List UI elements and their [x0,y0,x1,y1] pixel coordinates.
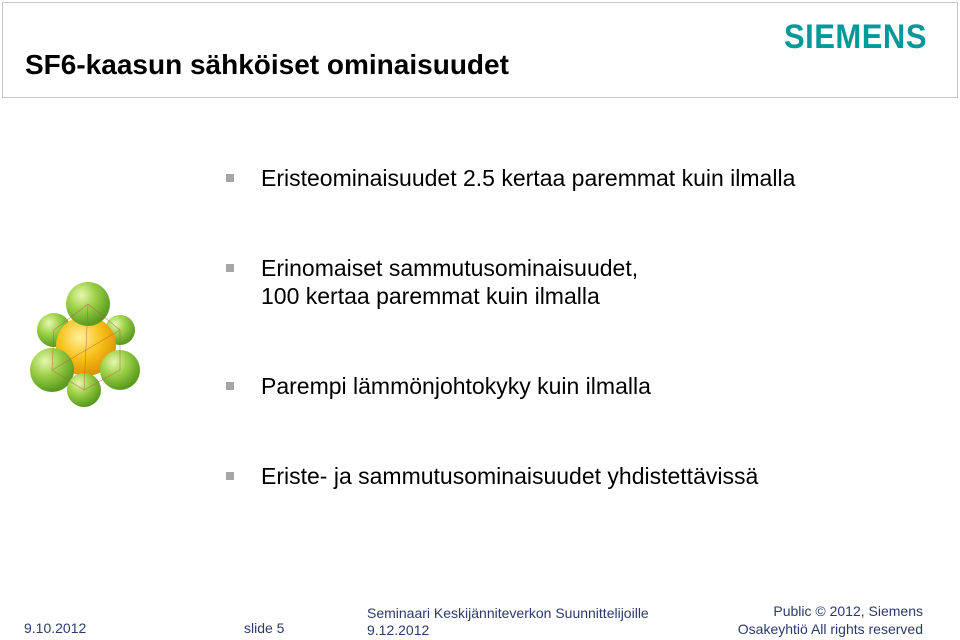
footer-date: 9.10.2012 [24,620,87,636]
slide-footer [0,600,960,640]
footer-seminar [367,605,649,639]
footer-seminar-date: 9.12.2012 [367,622,430,638]
slide-header [2,2,958,98]
footer-seminar-name: Seminaari Keskijänniteverkon Suunnittelijoille [367,605,649,621]
footer-copyright-line2: Osakeyhtiö All rights reserved [737,621,923,637]
footer-slide-number: slide 5 [244,620,285,636]
bullet-item [226,254,638,310]
bullet-square-icon [226,472,234,480]
bullet-text-line1: Erinomaiset sammutusominaisuudet, [261,255,639,281]
footer-copyright [738,602,923,638]
bullet-square-icon [226,264,234,272]
bullet-item [226,164,795,192]
footer-copyright-line1: Public © 2012, Siemens [773,603,923,619]
bullet-square-icon [226,382,234,390]
bullet-text [261,254,638,310]
bullet-text-line2: 100 kertaa paremmat kuin ilmalla [261,283,600,309]
bullet-item [226,462,758,490]
slide-title: SF6-kaasun sähköiset ominaisuudet [25,49,509,80]
bullet-square-icon [226,174,234,182]
bullet-item [226,372,651,400]
bullet-text: Eriste- ja sammutusominaisuudet yhdistettävissä [261,463,759,489]
bullet-text: Eristeominaisuudet 2.5 kertaa paremmat kuin ilmalla [261,165,796,191]
bullet-text: Parempi lämmönjohtokyky kuin ilmalla [261,373,651,399]
sf6-molecule-icon [28,278,146,410]
siemens-logo: SIEMENS [783,17,927,56]
